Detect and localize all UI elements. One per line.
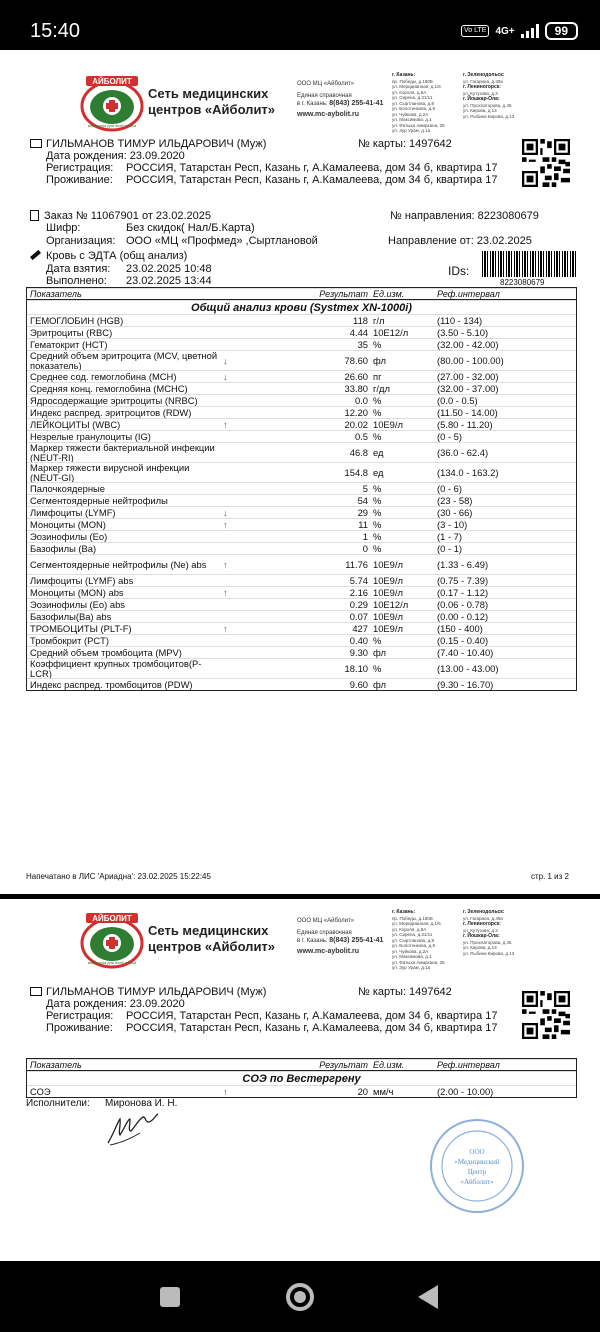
- table-row: [27, 518, 576, 530]
- cell-name: Сегментоядерные нейтрофилы: [30, 494, 168, 506]
- cell-ref: (0.0 - 0.5): [437, 394, 478, 406]
- cell-result: 0.0: [354, 394, 368, 406]
- clinic-logo-2: [80, 911, 144, 971]
- patient-dob-2: Дата рождения: 23.09.2020: [46, 998, 185, 1010]
- status-bar: [0, 0, 600, 50]
- direction-number: № направления: 8223080679: [390, 210, 539, 222]
- cell-flag: ↑: [223, 558, 228, 570]
- cell-result: 118: [353, 314, 368, 326]
- cell-ref: (2.00 - 10.00): [437, 1085, 494, 1097]
- cell-ref: (0 - 6): [437, 482, 463, 494]
- cell-name: Тромбокрит (PCT): [30, 634, 109, 646]
- cbc-section-title: Общий анализ крови (Systmex XN-1000i): [27, 300, 576, 314]
- patient-name: ГИЛЬМАНОВ ТИМУР ИЛЬДАРОВИЧ (Муж): [30, 138, 266, 150]
- cell-ref: (0 - 1): [437, 542, 463, 554]
- cell-result: 33.80: [344, 382, 368, 394]
- table-row: [27, 350, 576, 370]
- table-row: [27, 418, 576, 430]
- cell-unit: %: [373, 338, 382, 350]
- syringe-icon: [30, 250, 41, 260]
- logo-subtitle: медицина для всей семьи: [87, 123, 137, 128]
- cell-name: Лимфоциты (LYMF) abs: [30, 574, 134, 586]
- stamp-line-2: «Медицинский: [454, 1158, 500, 1166]
- cell-ref: (7.40 - 10.40): [437, 646, 494, 658]
- patient-dob: Дата рождения: 23.09.2020: [46, 150, 185, 162]
- report-page-1: [0, 50, 600, 894]
- cell-unit: %: [373, 482, 382, 494]
- table-header: Показатель Результат Ед.изм. Реф.интервал: [27, 288, 576, 300]
- cell-name: ЛЕЙКОЦИТЫ (WBC): [30, 418, 121, 430]
- cell-unit: %: [373, 394, 382, 406]
- network-type: 4G+: [495, 25, 515, 37]
- cell-ref: (0 - 5): [437, 430, 463, 442]
- cell-unit: %: [373, 506, 382, 518]
- status-icons: [461, 22, 578, 40]
- cell-result: 9.60: [349, 678, 368, 690]
- cell-unit: 10E12/л: [373, 598, 409, 610]
- table-row: [27, 494, 576, 506]
- cell-ref: (36.0 - 62.4): [437, 446, 489, 458]
- table-row: [27, 658, 576, 678]
- cell-ref: (27.00 - 32.00): [437, 370, 499, 382]
- cell-ref: (0.00 - 0.12): [437, 610, 489, 622]
- cell-result: 427: [352, 622, 368, 634]
- cell-unit: %: [373, 406, 382, 418]
- cell-result: 11.76: [345, 558, 368, 570]
- cell-name: Коэффициент крупных тромбоцитов(P-LCR): [30, 657, 202, 679]
- print-info: Напечатано в ЛИС 'Ариадна': 23.02.2025 15:22:45: [26, 872, 211, 881]
- cell-result: 12.20: [344, 406, 368, 418]
- cell-result: 1: [362, 530, 368, 542]
- cell-name: Индекс распред. тромбоцитов (PDW): [30, 678, 193, 690]
- page-number: стр. 1 из 2: [530, 872, 569, 881]
- cell-unit: фл: [373, 646, 386, 658]
- recent-apps-button[interactable]: [160, 1287, 180, 1307]
- barcode: [482, 251, 576, 277]
- cell-unit: фл: [373, 354, 386, 366]
- table-row: [27, 622, 576, 634]
- cell-ref: (0.06 - 0.78): [437, 598, 489, 610]
- table-row: [27, 370, 576, 382]
- cell-unit: г/дл: [373, 382, 390, 394]
- table-row: [27, 394, 576, 406]
- back-button[interactable]: [418, 1285, 438, 1309]
- cell-result: 0.5: [354, 430, 368, 442]
- cell-name: Эозинофилы (Eo): [30, 530, 108, 542]
- table-row: [27, 430, 576, 442]
- android-nav-bar: [0, 1261, 600, 1332]
- org-info-2: ООО МЦ «Айболит» Единая справочная в г. Казань: 8(843) 255-41-41 www.mc-aybolit.ru: [297, 918, 384, 955]
- table-row: [27, 634, 576, 646]
- brand-title: Сеть медицинских центров «Айболит»: [148, 86, 276, 117]
- cell-unit: 10E9/л: [373, 586, 403, 598]
- executors: Исполнители: Миронова И. Н.: [26, 1098, 178, 1109]
- cell-result: 4.44: [349, 326, 368, 338]
- clinic-header-2: [80, 909, 580, 969]
- cell-result: 0.29: [349, 598, 368, 610]
- cell-unit: пг: [373, 370, 382, 382]
- stamp-line-4: «Айболит»: [460, 1178, 494, 1186]
- cell-unit: 10E9/л: [373, 558, 403, 570]
- cell-name: Средний объем эритроцита (MCV, цветной показатель): [30, 349, 218, 371]
- stamp-line-3: Центр: [467, 1168, 487, 1176]
- addresses-regions: г. Зеленодольск: ул. Гагарина, д.49а г. Лениногорск: ул. Кутузова, д.3 г. Йошкар-Ола: ул. Прохлаторова, д.46 ул. Кирова, д.13 ул. Рыбина Кирова, д.13: [463, 72, 515, 119]
- cell-unit: мм/ч: [373, 1085, 394, 1097]
- table-row: [27, 462, 576, 482]
- org-info: ООО МЦ «Айболит» Единая справочная в г. Казань: 8(843) 255-41-41 www.mc-aybolit.ru: [297, 81, 384, 118]
- cell-result: 154.8: [344, 466, 368, 478]
- cell-name: Средний объем тромбоцита (MPV): [30, 646, 182, 658]
- cell-name: Палочкоядерные: [30, 482, 105, 494]
- cell-result: 0: [362, 542, 368, 554]
- cell-name: Базофилы(Ba) abs: [30, 610, 112, 622]
- cell-ref: (5.80 - 11.20): [437, 418, 493, 430]
- cell-flag: ↑: [223, 1085, 228, 1097]
- cell-name: Моноциты (MON): [30, 518, 106, 530]
- table-row: [27, 314, 576, 326]
- table-row: [27, 482, 576, 494]
- report-page-2: [0, 899, 600, 1261]
- signature: [104, 1109, 160, 1149]
- cell-ref: (30 - 66): [437, 506, 473, 518]
- cell-unit: %: [373, 530, 382, 542]
- table-row: [27, 326, 576, 338]
- cell-result: 18.10: [344, 662, 368, 674]
- patient-residence: Проживание: РОССИЯ, Татарстан Респ, Казань г, А.Камалеева, дом 34 б, квартира 17: [46, 174, 498, 186]
- cell-unit: %: [373, 518, 382, 530]
- table-row: [27, 506, 576, 518]
- addresses-kazan: г. Казань: пр. Победы, д.180Б ул. Меридианная, д.1/6 ул. Короля, д.8А ул. Сирена, д.31/11 ул. Сыртланова, д.8 ул. Болотникова, д.9 ул. Чуйкова, д.2А ул. Максимова, д.1 ул. Фатыха Амирхана, 25 ул. Зур Урам, д.1а: [392, 72, 445, 133]
- cell-unit: фл: [373, 678, 386, 690]
- cell-unit: %: [373, 542, 382, 554]
- cell-ref: (23 - 58): [437, 494, 473, 506]
- cell-name: Среднее сод. гемоглобина (MCH): [30, 370, 177, 382]
- cell-result: 35: [357, 338, 368, 350]
- table-row: [27, 1085, 576, 1097]
- sample-done: Выполнено: 23.02.2025 13:44: [46, 275, 212, 287]
- logo-subtitle-2: медицина для всей семьи: [87, 960, 137, 965]
- signal-icon: [521, 24, 539, 38]
- table-row: [27, 530, 576, 542]
- cell-flag: ↑: [223, 518, 228, 530]
- cbc-table: [26, 287, 577, 691]
- cell-unit: ед: [373, 446, 384, 458]
- patient-registration: Регистрация: РОССИЯ, Татарстан Респ, Казань г, А.Камалеева, дом 34 б, квартира 17: [46, 162, 498, 174]
- cell-flag: ↓: [223, 506, 228, 518]
- table-row: [27, 574, 576, 586]
- cell-unit: %: [373, 662, 382, 674]
- table-row: [27, 406, 576, 418]
- cell-result: 9.30: [349, 646, 368, 658]
- cell-result: 5: [362, 482, 368, 494]
- table-header-2: Показатель Результат Ед.изм. Реф.интервал: [27, 1059, 576, 1071]
- table-row: [27, 554, 576, 574]
- table-row: [27, 598, 576, 610]
- cell-result: 26.60: [344, 370, 368, 382]
- cell-name: Ядросодержащие эритроциты (NRBC): [30, 394, 198, 406]
- cell-name: Гематокрит (HCT): [30, 338, 108, 350]
- addresses-regions-2: г. Зеленодольск: ул. Гагарина, д.49а г. Лениногорск: ул. Кутузова, д.3 г. Йошкар-Ола: ул. Прохлаторова, д.46 ул. Кирова, д.13 ул. Рыбина Кирова, д.13: [463, 909, 515, 956]
- cell-name: Сегментоядерные нейтрофилы (Ne) abs: [30, 558, 207, 570]
- cell-ref: (0.75 - 7.39): [437, 574, 489, 586]
- cell-unit: 10E9/л: [373, 574, 403, 586]
- cell-unit: %: [373, 634, 382, 646]
- cell-ref: (150 - 400): [437, 622, 483, 634]
- status-clock: 15:40: [30, 20, 81, 42]
- table-row: [27, 646, 576, 658]
- volte-icon: Vo LTE: [461, 25, 489, 37]
- table-row: [27, 610, 576, 622]
- person-card-icon: [30, 139, 42, 148]
- clinic-stamp: [428, 1117, 526, 1215]
- cell-name: ТРОМБОЦИТЫ (PLT-F): [30, 622, 132, 634]
- cell-name: Лимфоциты (LYMF): [30, 506, 116, 518]
- cell-result: 78.60: [344, 354, 368, 366]
- cell-ref: (80.00 - 100.00): [437, 354, 504, 366]
- brand-title-2: Сеть медицинских центров «Айболит»: [148, 923, 276, 954]
- cell-name: Моноциты (MON) abs: [30, 586, 124, 598]
- cell-result: 20.02: [344, 418, 368, 430]
- cell-unit: г/л: [373, 314, 385, 326]
- cell-flag: ↓: [223, 370, 228, 382]
- logo-text-2: АЙБОЛИТ: [92, 914, 132, 923]
- table-row: [27, 586, 576, 598]
- document-icon: [30, 210, 39, 221]
- cell-unit: ед: [373, 466, 384, 478]
- cell-result: 54: [357, 494, 368, 506]
- cell-ref: (134.0 - 163.2): [437, 466, 499, 478]
- cell-unit: 10E12/л: [373, 326, 409, 338]
- cell-result: 29: [357, 506, 368, 518]
- patient-residence-2: Проживание: РОССИЯ, Татарстан Респ, Казань г, А.Камалеева, дом 34 б, квартира 17: [46, 1022, 498, 1034]
- cell-flag: ↑: [223, 586, 228, 598]
- cell-ref: (32.00 - 37.00): [437, 382, 499, 394]
- sample-title: Кровь с ЭДТА (общ анализ): [30, 250, 187, 262]
- cell-name: Маркер тяжести бактериальной инфекции (NEUT-RI): [30, 441, 215, 463]
- cell-result: 5.74: [349, 574, 368, 586]
- esr-section-title: СОЭ по Вестергрену: [27, 1071, 576, 1085]
- battery-icon: 99: [545, 22, 578, 40]
- cell-ref: (13.00 - 43.00): [437, 662, 499, 674]
- cell-result: 11: [358, 518, 368, 530]
- cell-name: Средняя конц. гемоглобина (MCHC): [30, 382, 188, 394]
- addresses-kazan-2: г. Казань: пр. Победы, д.180Б ул. Меридианная, д.1/6 ул. Короля, д.8А ул. Сирена, д.31/11 ул. Сыртланова, д.8 ул. Болотникова, д.9 ул. Чуйкова, д.2А ул. Максимова, д.1 ул. Фатыха Амирхана, 25 ул. Зур Урам, д.1а: [392, 909, 445, 970]
- clinic-logo: [80, 74, 144, 134]
- card-number: № карты: 1497642: [358, 138, 452, 150]
- patient-registration-2: Регистрация: РОССИЯ, Татарстан Респ, Казань г, А.Камалеева, дом 34 б, квартира 17: [46, 1010, 498, 1022]
- home-button[interactable]: [286, 1283, 314, 1311]
- cell-name: СОЭ: [30, 1085, 51, 1097]
- order-cipher: Шифр: Без скидок( Нал/Б.Карта): [46, 222, 255, 234]
- card-number-2: № карты: 1497642: [358, 986, 452, 998]
- cell-result: 0.40: [349, 634, 368, 646]
- ids-label: IDs:: [448, 264, 470, 278]
- stamp-line-1: ООО: [469, 1148, 485, 1156]
- cell-ref: (3.50 - 5.10): [437, 326, 489, 338]
- cell-result: 20: [357, 1085, 368, 1097]
- table-row: [27, 542, 576, 554]
- cell-ref: (110 - 134): [437, 314, 483, 326]
- cell-flag: ↓: [223, 354, 228, 366]
- patient-name-2: ГИЛЬМАНОВ ТИМУР ИЛЬДАРОВИЧ (Муж): [30, 986, 266, 998]
- cell-unit: 10E9/л: [373, 610, 403, 622]
- table-row: [27, 338, 576, 350]
- cell-name: Базофилы (Ba): [30, 542, 97, 554]
- order-organization: Организация: ООО «МЦ «Профмед» ,Сыртлановой: [46, 235, 318, 247]
- cell-ref: (9.30 - 16.70): [437, 678, 494, 690]
- table-row: [27, 678, 576, 690]
- direction-date: Направление от: 23.02.2025: [388, 235, 532, 247]
- logo-text: АЙБОЛИТ: [92, 77, 132, 86]
- qr-code-2: [522, 991, 570, 1039]
- cell-result: 0.07: [349, 610, 368, 622]
- table-row: [27, 382, 576, 394]
- cell-flag: ↑: [223, 622, 228, 634]
- cell-result: 2.16: [349, 586, 368, 598]
- cell-name: ГЕМОГЛОБИН (HGB): [30, 314, 124, 326]
- cell-ref: (32.00 - 42.00): [437, 338, 499, 350]
- clinic-header: [80, 72, 580, 132]
- cell-name: Незрелые гранулоциты (IG): [30, 430, 151, 442]
- esr-table: [26, 1058, 577, 1098]
- barcode-number: 8223080679: [500, 278, 545, 287]
- cell-ref: (1.33 - 6.49): [437, 558, 489, 570]
- table-row: [27, 442, 576, 462]
- cell-ref: (11.50 - 14.00): [437, 406, 498, 418]
- cell-name: Индекс распред. эритроцитов (RDW): [30, 406, 192, 418]
- cell-name: Эозинофилы (Eo) abs: [30, 598, 125, 610]
- cell-ref: (3 - 10): [437, 518, 468, 530]
- cell-unit: 10E9/л: [373, 622, 403, 634]
- cell-unit: %: [373, 494, 382, 506]
- cell-name: Маркер тяжести вирусной инфекции (NEUT-GI): [30, 461, 190, 483]
- cell-unit: 10E9/л: [373, 418, 403, 430]
- cell-ref: (1 - 7): [437, 530, 463, 542]
- sample-taken: Дата взятия: 23.02.2025 10:48: [46, 263, 212, 275]
- order-title: Заказ № 11067901 от 23.02.2025: [30, 210, 211, 222]
- cell-unit: %: [373, 430, 382, 442]
- cell-ref: (0.17 - 1.12): [437, 586, 489, 598]
- qr-code: [522, 139, 570, 187]
- person-card-icon: [30, 987, 42, 996]
- cell-flag: ↑: [223, 418, 228, 430]
- cell-ref: (0.15 - 0.40): [437, 634, 489, 646]
- cell-name: Эритроциты (RBC): [30, 326, 113, 338]
- cell-result: 46.8: [349, 446, 368, 458]
